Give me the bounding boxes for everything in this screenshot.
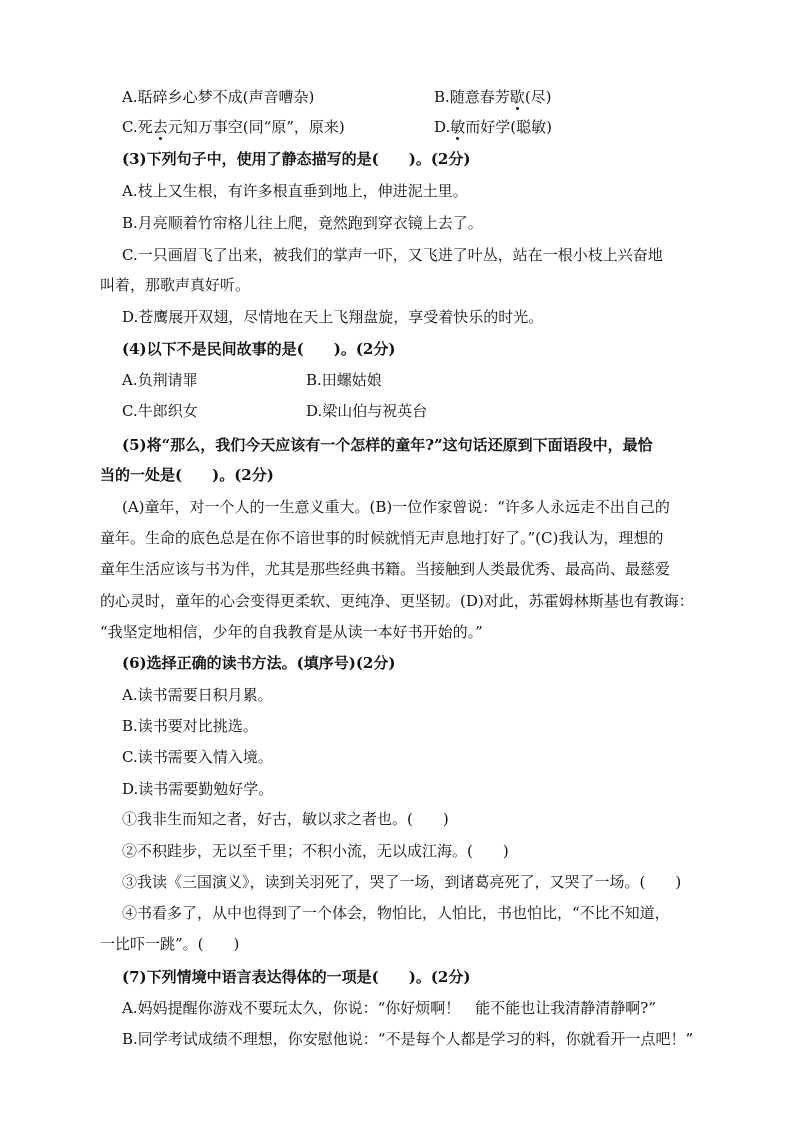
q6-stem: (6)选择正确的读书方法。(填序号)(2分) xyxy=(122,654,396,672)
q6-item-1: ①我非生而知之者，好古，敏以求之者也。( ) xyxy=(122,810,449,828)
q2-option-b-note: (尽) xyxy=(524,88,552,106)
q5-passage-line2: 童年。生命的底色总是在你不谙世事的时候就悄无声息地打好了。”(C)我认为，理想的 xyxy=(100,529,664,547)
q7-stem: (7)下列情境中语言表达得体的一项是( )。(2分) xyxy=(122,968,471,986)
q7-option-a: A.妈妈提醒你游戏不要玩太久，你说：“你好烦啊！ 能不能也让我清静清静啊?” xyxy=(122,999,656,1017)
q4-option-d: D.梁山伯与祝英台 xyxy=(306,402,428,420)
q2-option-c-note: 元知万事空(同“原”，原来) xyxy=(167,118,345,136)
q3-option-b: B.月亮顺着竹帘格儿往上爬，竟然跑到穿衣镜上去了。 xyxy=(122,214,483,232)
q5-passage-line3: 童年生活应该与书为伴，尤其是那些经典书籍。当接触到人类最优秀、最高尚、最慈爱 xyxy=(100,560,671,578)
q2-option-c-dotted-char: 去 xyxy=(152,118,168,136)
q6-option-d: D.读书需要勤勉好学。 xyxy=(122,780,274,798)
q2-option-d-dotted-char: 敏 xyxy=(450,118,466,136)
q6-option-b: B.读书要对比挑选。 xyxy=(122,717,258,735)
q3-option-c-line2: 叫着，那歌声真好听。 xyxy=(100,276,251,294)
q3-option-d: D.苍鹰展开双翅，尽情地在天上飞翔盘旋，享受着快乐的时光。 xyxy=(122,308,544,326)
q6-item-4-line1: ④书看多了，从中也得到了一个体会，物怕比，人怕比，书也怕比，“不比不知道， xyxy=(122,904,670,922)
q5-passage-line4: 的心灵时，童年的心会变得更柔软、更纯净、更坚韧。(D)对此，苏霍姆林斯基也有教诲： xyxy=(100,592,694,610)
q5-passage-line5: “我坚定地相信，少年的自我教育是从读一本好书开始的。” xyxy=(100,623,483,641)
q4-option-c: C.牛郎织女 xyxy=(122,402,198,420)
q4-option-a: A.负荆请罪 xyxy=(122,371,198,389)
q5-stem-line1: (5)将“那么，我们今天应该有一个怎样的童年?”这句话还原到下面语段中，最恰 xyxy=(122,436,653,454)
q3-option-a: A.枝上又生根，有许多根直垂到地上，伸进泥土里。 xyxy=(122,182,468,200)
q5-stem-line2: 当的一处是( )。(2分) xyxy=(100,466,274,484)
q2-option-b-dotted-char: 歇 xyxy=(509,88,525,106)
q4-option-b: B.田螺姑娘 xyxy=(306,371,382,389)
q2-option-d-letter: D. xyxy=(434,118,451,136)
q2-option-d-note: 而好学(聪敏) xyxy=(465,118,552,136)
q4-stem: (4)以下不是民间故事的是( )。(2分) xyxy=(122,340,396,358)
q2-option-b-text: B.随意春芳 xyxy=(434,88,510,106)
q6-item-4-line2: 一比吓一跳”。( ) xyxy=(100,935,240,953)
q3-option-c-line1: C.一只画眉飞了出来，被我们的掌声一吓，又飞进了叶丛，站在一根小枝上兴奋地 xyxy=(122,246,663,264)
q2-option-d xyxy=(434,116,552,138)
q6-item-3: ③我读《三国演义》，读到关羽死了，哭了一场，到诸葛亮死了，又哭了一场。( ) xyxy=(122,873,682,891)
q6-option-a: A.读书需要日积月累。 xyxy=(122,686,273,704)
q7-option-b: B.同学考试成绩不理想，你安慰他说：“不是每个人都是学习的料，你就看开一点吧！” xyxy=(122,1030,694,1048)
q3-stem: (3)下列句子中，使用了静态描写的是( )。(2分) xyxy=(122,150,471,168)
q2-option-a: A.聒碎乡心梦不成(声音嘈杂) xyxy=(122,88,315,106)
q2-option-c xyxy=(122,116,345,138)
q2-option-b xyxy=(434,86,552,108)
q2-option-c-text: C.死 xyxy=(122,118,153,136)
q6-item-2: ②不积跬步，无以至千里；不积小流，无以成江海。( ) xyxy=(122,842,509,860)
q5-passage-line1: (A)童年，对一个人的一生意义重大。(B)一位作家曾说：“许多人永远走不出自己的 xyxy=(122,498,670,516)
q6-option-c: C.读书需要入情入境。 xyxy=(122,748,273,766)
